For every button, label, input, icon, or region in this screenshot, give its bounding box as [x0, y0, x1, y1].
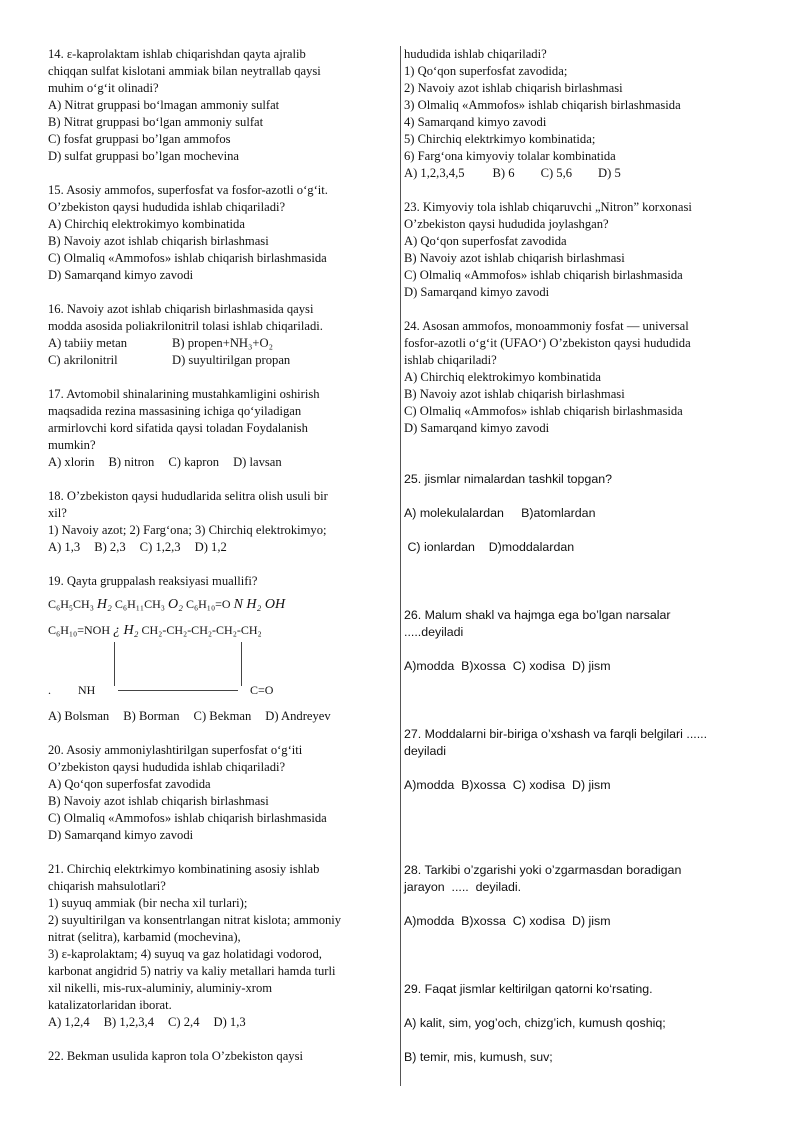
- option-c: C) fosfat gruppasi bo’lgan ammofos: [48, 132, 231, 146]
- question-text: fosfor-azotli o‘g‘it (UFAO‘) O’zbekiston qaysi hududida: [404, 336, 691, 350]
- question-text: 19. Qayta gruppalash reaksiyasi muallifi?: [48, 574, 258, 588]
- option-b: B) 6: [492, 166, 515, 180]
- question-29: [404, 981, 764, 1066]
- dot-mark: .: [48, 683, 51, 697]
- question-text: 1) suyuq ammiak (bir necha xil turlari);: [48, 896, 248, 910]
- option-c: C) Olmaliq «Ammofos» ishlab chiqarish birlashmasida: [404, 268, 683, 282]
- question-text: 1) Navoiy azot; 2) Farg‘ona; 3) Chirchiq elektrokimyo;: [48, 523, 327, 537]
- option-b: B) temir, mis, kumush, suv;: [404, 1050, 553, 1064]
- bond-line: [118, 690, 238, 691]
- option-b: B) nitron: [108, 455, 155, 469]
- nh-group: NH: [78, 683, 96, 697]
- question-text: mumkin?: [48, 438, 96, 452]
- reagent: CH₂-CH₂-CH₂-CH₂-CH₂: [141, 623, 262, 637]
- option-b: B) Navoiy azot ishlab chiqarish birlashmasi: [48, 794, 269, 808]
- options-row: A) molekulalardan B)atomlardan: [404, 506, 596, 520]
- option-d: D) Samarqand kimyo zavodi: [48, 268, 194, 282]
- question-text: .....deyiladi: [404, 625, 464, 639]
- question-text: xil?: [48, 506, 67, 520]
- options-row: A)modda B)xossa C) xodisa D) jism: [404, 659, 611, 673]
- left-column: [48, 46, 393, 1082]
- reagent: C₆H₁₀=NOH: [48, 623, 110, 637]
- bond-line: [241, 642, 242, 686]
- option-c: C) 2,4: [168, 1015, 200, 1029]
- question-text: 22. Bekman usulida kapron tola O’zbekiston qaysi: [48, 1049, 303, 1063]
- question-text: 16. Navoiy azot ishlab chiqarish birlashmasida qaysi: [48, 302, 314, 316]
- option-d: D) 1,3: [213, 1015, 246, 1029]
- option-a: A) Bolsman: [48, 709, 110, 723]
- list-item: 4) Samarqand kimyo zavodi: [404, 115, 547, 129]
- option-d: D) sulfat gruppasi bo’lgan mochevina: [48, 149, 239, 163]
- option-a: A) xlorin: [48, 455, 95, 469]
- option-d: D) suyultirilgan propan: [172, 353, 291, 367]
- option-a: A) tabiiy metan: [48, 336, 128, 350]
- question-text: 3) ε-kaprolaktam; 4) suyuq va gaz holatidagi vodorod,: [48, 947, 322, 961]
- question-text: katalizatorlaridan iborat.: [48, 998, 172, 1012]
- question-18: [48, 488, 393, 556]
- sans-questions: [404, 454, 764, 1066]
- option-b: B) propen+NH₃+O₂: [172, 336, 273, 350]
- question-text: deyiladi: [404, 744, 447, 758]
- question-16: [48, 301, 393, 369]
- option-b: B) Nitrat gruppasi bo‘lgan ammoniy sulfat: [48, 115, 264, 129]
- option-a: A) 1,2,4: [48, 1015, 90, 1029]
- options-row: [48, 1014, 393, 1031]
- option-d: D) Samarqand kimyo zavodi: [48, 828, 194, 842]
- option-b: B) 1,2,3,4: [103, 1015, 154, 1029]
- reagent: ¿ H₂: [113, 623, 139, 638]
- reagent: O₂: [167, 597, 183, 612]
- option-a: A) kalit, sim, yog’och, chizg’ich, kumush qoshiq;: [404, 1016, 666, 1030]
- option-d: D) lavsan: [233, 455, 282, 469]
- option-b: B) 2,3: [94, 540, 126, 554]
- list-item: 2) Navoiy azot ishlab chiqarish birlashmasi: [404, 81, 623, 95]
- option-b: B) Navoiy azot ishlab chiqarish birlashmasi: [404, 387, 625, 401]
- option-c: C) 1,2,3: [139, 540, 181, 554]
- reaction-row-2: [48, 622, 262, 639]
- question-text: 23. Kimyoviy tola ishlab chiqaruvchi „Nitron” korxonasi: [404, 200, 692, 214]
- question-14: [48, 46, 393, 165]
- question-text: armirlovchi kord sifatida qaysi toladan Foydalanish: [48, 421, 308, 435]
- option-c: C) 5,6: [540, 166, 573, 180]
- question-21: [48, 861, 393, 1031]
- question-text: chiqarish mahsulotlari?: [48, 879, 166, 893]
- option-c: C) kapron: [168, 455, 220, 469]
- option-c: C) Bekman: [193, 709, 252, 723]
- question-17: [48, 386, 393, 471]
- question-text: 18. O’zbekiston qaysi hududlarida selitra olish usuli bir: [48, 489, 328, 503]
- options-row: A)modda B)xossa C) xodisa D) jism: [404, 778, 611, 792]
- question-text: hududida ishlab chiqariladi?: [404, 47, 547, 61]
- options-row: [48, 352, 393, 369]
- option-a: A) 1,2,3,4,5: [404, 166, 465, 180]
- option-b: B) Borman: [123, 709, 180, 723]
- question-28: [404, 862, 764, 930]
- question-text: 20. Asosiy ammoniylashtirilgan superfosfat o‘g‘iti: [48, 743, 303, 757]
- bond-line: [114, 642, 115, 686]
- question-22: [48, 1048, 393, 1065]
- question-text: karbonat angidrid 5) natriy va kaliy metallari hamda turli: [48, 964, 336, 978]
- options-row: [48, 335, 393, 352]
- question-text: muhim o‘g‘it olinadi?: [48, 81, 159, 95]
- option-a: A) Qo‘qon superfosfat zavodida: [404, 234, 567, 248]
- list-item: 3) Olmaliq «Ammofos» ishlab chiqarish birlashmasida: [404, 98, 681, 112]
- right-column: [404, 46, 764, 1066]
- question-23: [404, 199, 764, 301]
- question-text: 25. jismlar nimalardan tashkil topgan?: [404, 472, 612, 486]
- option-b: B) Navoiy azot ishlab chiqarish birlashmasi: [404, 251, 625, 265]
- list-item: 1) Qo‘qon superfosfat zavodida;: [404, 64, 568, 78]
- question-text: 28. Tarkibi o’zgarishi yoki o’zgarmasdan boradigan: [404, 863, 682, 877]
- question-text: 17. Avtomobil shinalarining mustahkamligini oshirish: [48, 387, 320, 401]
- option-d: D) 5: [598, 166, 621, 180]
- question-text: 2) suyultirilgan va konsentrlangan nitrat kislota; ammoniy: [48, 913, 342, 927]
- option-d: D) Andreyev: [265, 709, 331, 723]
- reagent: C₆H₁₁CH₃: [114, 597, 165, 611]
- reagent: C₆H₁₀=O: [185, 597, 231, 611]
- options-row: C) ionlardan D)moddalardan: [404, 540, 575, 554]
- question-22-continued: [404, 46, 764, 182]
- question-text: 29. Faqat jismlar keltirilgan qatorni ko‘rsating.: [404, 982, 653, 996]
- question-20: [48, 742, 393, 844]
- options-row: [404, 165, 764, 182]
- reagent: C₆H₅CH₃: [48, 597, 94, 611]
- question-text: 15. Asosiy ammofos, superfosfat va fosfor-azotli o‘g‘it.: [48, 183, 328, 197]
- option-a: A) Qo‘qon superfosfat zavodida: [48, 777, 211, 791]
- reagent: N H₂ OH: [233, 597, 286, 612]
- question-text: nitrat (selitra), karbamid (mochevina),: [48, 930, 241, 944]
- options-row: [48, 454, 393, 471]
- question-25: [404, 471, 764, 556]
- question-26: [404, 607, 764, 675]
- question-text: ishlab chiqariladi?: [404, 353, 497, 367]
- option-d: D) 1,2: [194, 540, 227, 554]
- question-27: [404, 726, 764, 794]
- option-c: C) akrilonitril: [48, 353, 118, 367]
- option-a: A) Chirchiq elektrokimyo kombinatida: [404, 370, 601, 384]
- option-c: C) Olmaliq «Ammofos» ishlab chiqarish birlashmasida: [48, 811, 327, 825]
- question-text: modda asosida poliakrilonitril tolasi ishlab chiqariladi.: [48, 319, 323, 333]
- option-d: D) Samarqand kimyo zavodi: [404, 421, 550, 435]
- question-text: xil nikelli, mis-rux-aluminiy, aluminiy-xrom: [48, 981, 273, 995]
- question-15: [48, 182, 393, 284]
- option-c: C) Olmaliq «Ammofos» ishlab chiqarish birlashmasida: [404, 404, 683, 418]
- question-text: maqsadida rezina massasining ichiga qo‘yiladigan: [48, 404, 302, 418]
- reaction-row-1: [48, 596, 285, 613]
- reaction-scheme: [48, 590, 393, 708]
- option-c: C) Olmaliq «Ammofos» ishlab chiqarish birlashmasida: [48, 251, 327, 265]
- options-row: [48, 708, 393, 725]
- question-text: jarayon ..... deyiladi.: [404, 880, 522, 894]
- option-a: A) Chirchiq elektrokimyo kombinatida: [48, 217, 245, 231]
- question-text: 14. ε-kaprolaktam ishlab chiqarishdan qayta ajralib: [48, 47, 306, 61]
- question-text: 24. Asosan ammofos, monoammoniy fosfat — universal: [404, 319, 689, 333]
- question-text: 26. Malum shakl va hajmga ega bo’lgan narsalar: [404, 608, 671, 622]
- list-item: 6) Farg‘ona kimyoviy tolalar kombinatida: [404, 149, 616, 163]
- options-row: A)modda B)xossa C) xodisa D) jism: [404, 914, 611, 928]
- reagent: H₂: [96, 597, 112, 612]
- carbonyl-group: C=O: [250, 683, 274, 697]
- question-text: 27. Moddalarni bir-biriga o’xshash va farqli belgilari ......: [404, 727, 708, 741]
- question-text: O’zbekiston qaysi hududida ishlab chiqariladi?: [48, 200, 286, 214]
- question-text: 21. Chirchiq elektrkimyo kombinatining asosiy ishlab: [48, 862, 320, 876]
- question-text: O’zbekiston qaysi hududida joylashgan?: [404, 217, 609, 231]
- options-row: [48, 539, 393, 556]
- question-24: [404, 318, 764, 437]
- option-b: B) Navoiy azot ishlab chiqarish birlashmasi: [48, 234, 269, 248]
- option-a: A) 1,3: [48, 540, 81, 554]
- option-d: D) Samarqand kimyo zavodi: [404, 285, 550, 299]
- question-text: chiqqan sulfat kislotani ammiak bilan neytrallab qaysi: [48, 64, 321, 78]
- column-divider: [400, 46, 401, 1086]
- option-a: A) Nitrat gruppasi bo‘lmagan ammoniy sulfat: [48, 98, 280, 112]
- question-19: [48, 573, 393, 725]
- list-item: 5) Chirchiq elektrkimyo kombinatida;: [404, 132, 596, 146]
- question-text: O’zbekiston qaysi hududida ishlab chiqariladi?: [48, 760, 286, 774]
